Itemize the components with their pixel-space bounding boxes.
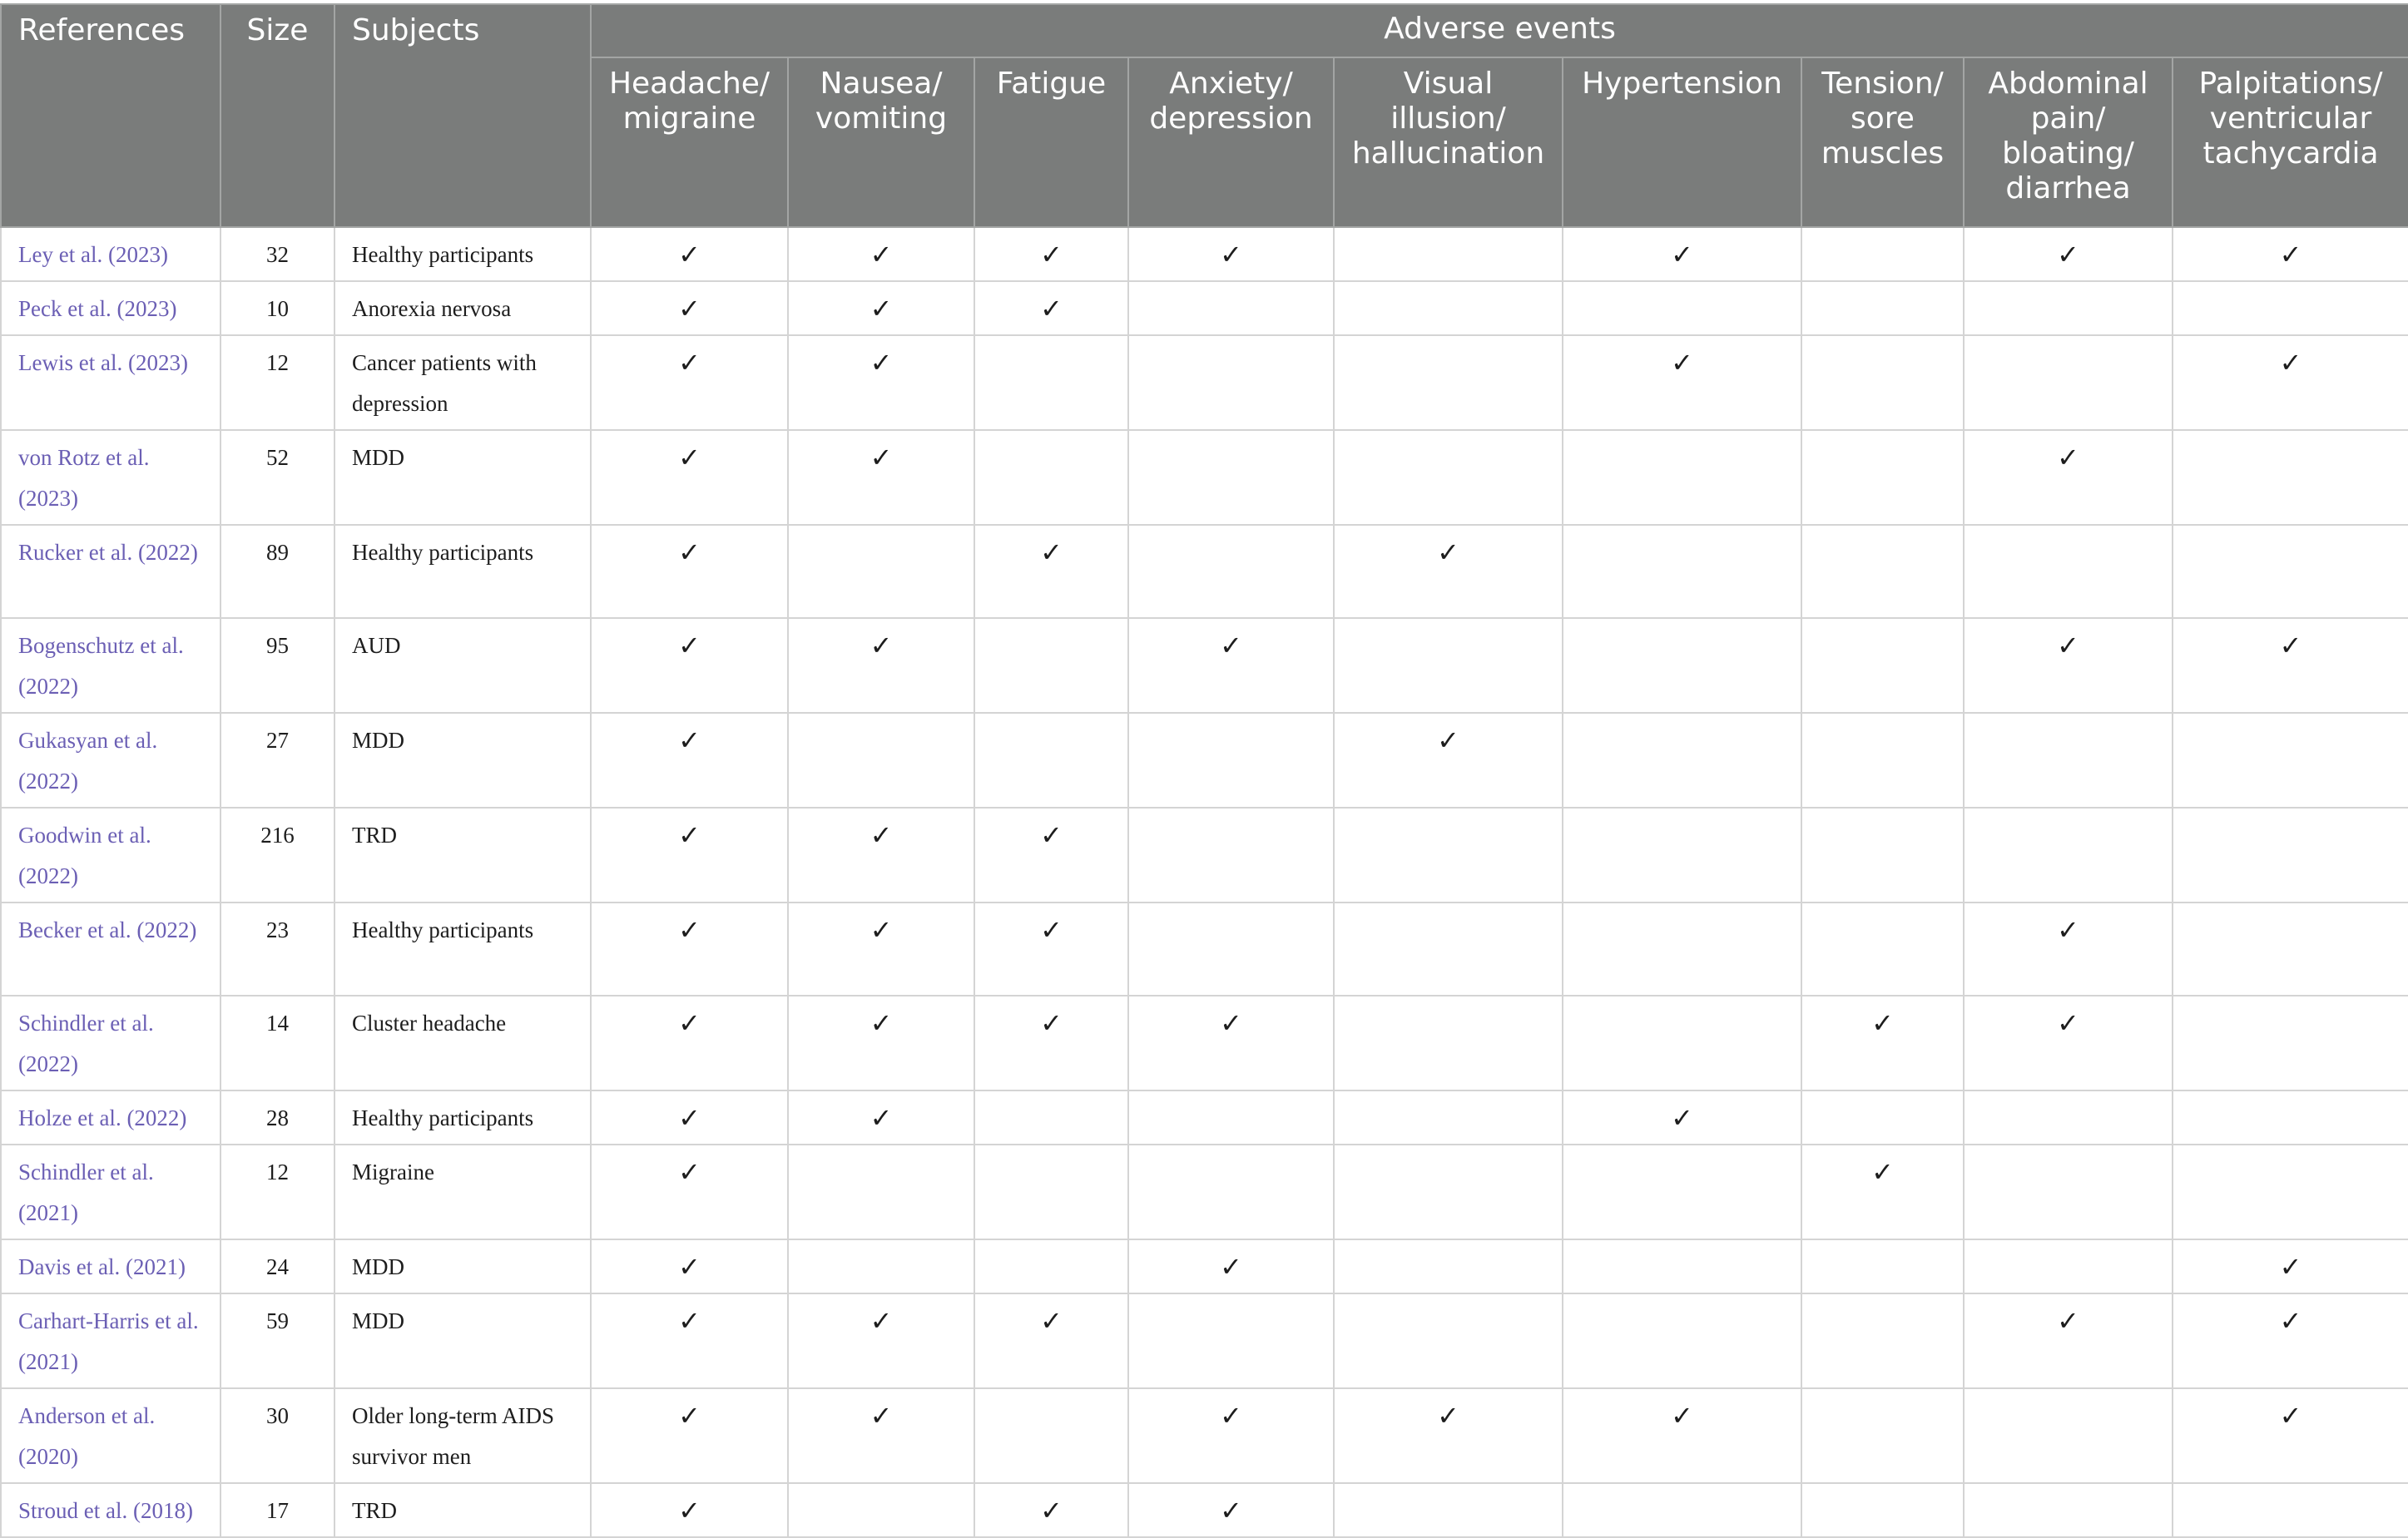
check-mark-icon: ✓ [1964, 227, 2173, 281]
table-body [1, 227, 2408, 1537]
empty-cell [974, 618, 1128, 713]
check-mark-icon: ✓ [788, 808, 974, 903]
check-mark-icon: ✓ [974, 903, 1128, 996]
empty-cell [1128, 430, 1334, 525]
check-mark-icon: ✓ [974, 281, 1128, 335]
check-mark-icon: ✓ [1964, 996, 2173, 1090]
reference-link[interactable]: Peck et al. (2023) [1, 281, 220, 335]
table-row [1, 1293, 2408, 1388]
check-mark-icon: ✓ [1964, 903, 2173, 996]
subjects-cell: MDD [334, 430, 591, 525]
empty-cell [1563, 525, 1801, 618]
header-event: Hypertension [1563, 57, 1801, 227]
size-cell: 32 [220, 227, 334, 281]
check-mark-icon: ✓ [1334, 525, 1563, 618]
header-subjects: Subjects [334, 4, 591, 227]
check-mark-icon: ✓ [1801, 996, 1964, 1090]
empty-cell [788, 525, 974, 618]
subjects-cell: Healthy participants [334, 1090, 591, 1145]
empty-cell [1128, 525, 1334, 618]
header-event: Tension/ sore muscles [1801, 57, 1964, 227]
empty-cell [1128, 281, 1334, 335]
header-event: Anxiety/ depression [1128, 57, 1334, 227]
empty-cell [1964, 713, 2173, 808]
subjects-cell: Healthy participants [334, 903, 591, 996]
check-mark-icon: ✓ [788, 335, 974, 430]
check-mark-icon: ✓ [591, 335, 788, 430]
table-row [1, 1239, 2408, 1293]
check-mark-icon: ✓ [1964, 1293, 2173, 1388]
reference-link[interactable]: Schindler et al. (2021) [1, 1145, 220, 1239]
empty-cell [1801, 430, 1964, 525]
adverse-events-table [0, 3, 2408, 1538]
check-mark-icon: ✓ [1964, 430, 2173, 525]
check-mark-icon: ✓ [1334, 713, 1563, 808]
subjects-cell: Healthy participants [334, 525, 591, 618]
subjects-cell: Cancer patients with depression [334, 335, 591, 430]
table-row [1, 1145, 2408, 1239]
empty-cell [2173, 430, 2408, 525]
empty-cell [1334, 1293, 1563, 1388]
check-mark-icon: ✓ [1128, 996, 1334, 1090]
check-mark-icon: ✓ [788, 903, 974, 996]
check-mark-icon: ✓ [1964, 618, 2173, 713]
empty-cell [974, 1145, 1128, 1239]
check-mark-icon: ✓ [591, 996, 788, 1090]
empty-cell [974, 1090, 1128, 1145]
reference-link[interactable]: Becker et al. (2022) [1, 903, 220, 996]
empty-cell [1334, 430, 1563, 525]
check-mark-icon: ✓ [788, 996, 974, 1090]
size-cell: 10 [220, 281, 334, 335]
empty-cell [1801, 1483, 1964, 1537]
reference-link[interactable]: Holze et al. (2022) [1, 1090, 220, 1145]
empty-cell [2173, 525, 2408, 618]
empty-cell [1334, 1145, 1563, 1239]
table-row [1, 713, 2408, 808]
reference-link[interactable]: Carhart-Harris et al. (2021) [1, 1293, 220, 1388]
check-mark-icon: ✓ [1128, 227, 1334, 281]
empty-cell [1801, 525, 1964, 618]
subjects-cell: MDD [334, 1239, 591, 1293]
check-mark-icon: ✓ [1128, 618, 1334, 713]
empty-cell [1964, 281, 2173, 335]
empty-cell [2173, 903, 2408, 996]
check-mark-icon: ✓ [591, 903, 788, 996]
check-mark-icon: ✓ [591, 1145, 788, 1239]
reference-link[interactable]: Lewis et al. (2023) [1, 335, 220, 430]
empty-cell [788, 1483, 974, 1537]
check-mark-icon: ✓ [591, 1483, 788, 1537]
reference-link[interactable]: Stroud et al. (2018) [1, 1483, 220, 1537]
check-mark-icon: ✓ [591, 525, 788, 618]
reference-link[interactable]: Gukasyan et al. (2022) [1, 713, 220, 808]
size-cell: 14 [220, 996, 334, 1090]
empty-cell [1334, 335, 1563, 430]
empty-cell [1563, 1483, 1801, 1537]
header-event: Fatigue [974, 57, 1128, 227]
empty-cell [1801, 1293, 1964, 1388]
empty-cell [1563, 281, 1801, 335]
empty-cell [1128, 903, 1334, 996]
empty-cell [2173, 996, 2408, 1090]
empty-cell [1334, 1090, 1563, 1145]
check-mark-icon: ✓ [1334, 1388, 1563, 1483]
empty-cell [1334, 996, 1563, 1090]
check-mark-icon: ✓ [591, 618, 788, 713]
size-cell: 12 [220, 335, 334, 430]
check-mark-icon: ✓ [974, 808, 1128, 903]
size-cell: 30 [220, 1388, 334, 1483]
check-mark-icon: ✓ [974, 1293, 1128, 1388]
subjects-cell: TRD [334, 808, 591, 903]
empty-cell [1563, 618, 1801, 713]
empty-cell [1334, 1239, 1563, 1293]
empty-cell [1128, 335, 1334, 430]
subjects-cell: Older long-term AIDS survivor men [334, 1388, 591, 1483]
empty-cell [2173, 1145, 2408, 1239]
empty-cell [1334, 618, 1563, 713]
adverse-events-table-container [0, 3, 2408, 1538]
size-cell: 216 [220, 808, 334, 903]
empty-cell [2173, 1090, 2408, 1145]
empty-cell [1964, 335, 2173, 430]
reference-link[interactable]: Ley et al. (2023) [1, 227, 220, 281]
check-mark-icon: ✓ [591, 1090, 788, 1145]
empty-cell [2173, 1483, 2408, 1537]
size-cell: 52 [220, 430, 334, 525]
empty-cell [2173, 808, 2408, 903]
check-mark-icon: ✓ [591, 808, 788, 903]
header-event: Visual illusion/ hallucination [1334, 57, 1563, 227]
check-mark-icon: ✓ [591, 227, 788, 281]
empty-cell [1964, 1239, 2173, 1293]
empty-cell [974, 1388, 1128, 1483]
check-mark-icon: ✓ [1801, 1145, 1964, 1239]
check-mark-icon: ✓ [788, 618, 974, 713]
table-row [1, 1388, 2408, 1483]
check-mark-icon: ✓ [2173, 1293, 2408, 1388]
check-mark-icon: ✓ [2173, 1388, 2408, 1483]
empty-cell [1801, 808, 1964, 903]
reference-link[interactable]: Anderson et al. (2020) [1, 1388, 220, 1483]
empty-cell [1964, 808, 2173, 903]
empty-cell [1334, 281, 1563, 335]
check-mark-icon: ✓ [1128, 1388, 1334, 1483]
empty-cell [1563, 903, 1801, 996]
size-cell: 27 [220, 713, 334, 808]
empty-cell [974, 713, 1128, 808]
empty-cell [1801, 1239, 1964, 1293]
empty-cell [1334, 808, 1563, 903]
subjects-cell: Cluster headache [334, 996, 591, 1090]
table-row [1, 430, 2408, 525]
check-mark-icon: ✓ [2173, 227, 2408, 281]
empty-cell [1563, 1239, 1801, 1293]
check-mark-icon: ✓ [591, 430, 788, 525]
table-row [1, 996, 2408, 1090]
check-mark-icon: ✓ [974, 1483, 1128, 1537]
subjects-cell: Migraine [334, 1145, 591, 1239]
empty-cell [1563, 713, 1801, 808]
empty-cell [1563, 1145, 1801, 1239]
check-mark-icon: ✓ [1128, 1239, 1334, 1293]
reference-link[interactable]: Schindler et al. (2022) [1, 996, 220, 1090]
check-mark-icon: ✓ [591, 1239, 788, 1293]
empty-cell [2173, 281, 2408, 335]
empty-cell [1563, 996, 1801, 1090]
reference-link[interactable]: Goodwin et al. (2022) [1, 808, 220, 903]
reference-link[interactable]: Bogenschutz et al. (2022) [1, 618, 220, 713]
empty-cell [788, 1239, 974, 1293]
check-mark-icon: ✓ [591, 1388, 788, 1483]
empty-cell [974, 1239, 1128, 1293]
empty-cell [974, 335, 1128, 430]
subjects-cell: MDD [334, 1293, 591, 1388]
check-mark-icon: ✓ [788, 281, 974, 335]
empty-cell [788, 713, 974, 808]
size-cell: 23 [220, 903, 334, 996]
check-mark-icon: ✓ [2173, 1239, 2408, 1293]
table-row [1, 227, 2408, 281]
subjects-cell: Anorexia nervosa [334, 281, 591, 335]
check-mark-icon: ✓ [591, 713, 788, 808]
reference-link[interactable]: von Rotz et al. (2023) [1, 430, 220, 525]
header-size: Size [220, 4, 334, 227]
header-event: Nausea/ vomiting [788, 57, 974, 227]
check-mark-icon: ✓ [788, 430, 974, 525]
empty-cell [1128, 1090, 1334, 1145]
check-mark-icon: ✓ [788, 1388, 974, 1483]
size-cell: 89 [220, 525, 334, 618]
header-adverse-events: Adverse events [591, 4, 2408, 57]
empty-cell [1964, 1145, 2173, 1239]
header-event: Palpitations/ ventricular tachycardia [2173, 57, 2408, 227]
check-mark-icon: ✓ [2173, 618, 2408, 713]
empty-cell [1334, 227, 1563, 281]
empty-cell [1964, 1483, 2173, 1537]
table-row [1, 525, 2408, 618]
check-mark-icon: ✓ [1563, 1388, 1801, 1483]
reference-link[interactable]: Rucker et al. (2022) [1, 525, 220, 618]
check-mark-icon: ✓ [591, 281, 788, 335]
table-row [1, 1090, 2408, 1145]
empty-cell [1801, 1090, 1964, 1145]
header-event: Headache/ migraine [591, 57, 788, 227]
empty-cell [1334, 1483, 1563, 1537]
check-mark-icon: ✓ [788, 1293, 974, 1388]
empty-cell [1563, 808, 1801, 903]
table-row [1, 1483, 2408, 1537]
empty-cell [1563, 430, 1801, 525]
table-row [1, 808, 2408, 903]
empty-cell [974, 430, 1128, 525]
check-mark-icon: ✓ [591, 1293, 788, 1388]
subjects-cell: Healthy participants [334, 227, 591, 281]
empty-cell [1128, 713, 1334, 808]
table-row [1, 618, 2408, 713]
empty-cell [1128, 1293, 1334, 1388]
check-mark-icon: ✓ [974, 996, 1128, 1090]
check-mark-icon: ✓ [1563, 1090, 1801, 1145]
size-cell: 24 [220, 1239, 334, 1293]
table-row [1, 335, 2408, 430]
subjects-cell: AUD [334, 618, 591, 713]
empty-cell [788, 1145, 974, 1239]
empty-cell [1334, 903, 1563, 996]
empty-cell [1801, 713, 1964, 808]
empty-cell [1801, 281, 1964, 335]
size-cell: 12 [220, 1145, 334, 1239]
check-mark-icon: ✓ [2173, 335, 2408, 430]
empty-cell [1563, 1293, 1801, 1388]
check-mark-icon: ✓ [1563, 227, 1801, 281]
empty-cell [1801, 903, 1964, 996]
empty-cell [2173, 713, 2408, 808]
size-cell: 28 [220, 1090, 334, 1145]
header-event: Abdominal pain/ bloating/ diarrhea [1964, 57, 2173, 227]
size-cell: 95 [220, 618, 334, 713]
empty-cell [1801, 227, 1964, 281]
empty-cell [1128, 808, 1334, 903]
table-row [1, 903, 2408, 996]
check-mark-icon: ✓ [1563, 335, 1801, 430]
size-cell: 17 [220, 1483, 334, 1537]
empty-cell [1128, 1145, 1334, 1239]
empty-cell [1801, 335, 1964, 430]
subjects-cell: TRD [334, 1483, 591, 1537]
check-mark-icon: ✓ [1128, 1483, 1334, 1537]
empty-cell [1964, 525, 2173, 618]
check-mark-icon: ✓ [788, 227, 974, 281]
subjects-cell: MDD [334, 713, 591, 808]
check-mark-icon: ✓ [974, 525, 1128, 618]
check-mark-icon: ✓ [788, 1090, 974, 1145]
reference-link[interactable]: Davis et al. (2021) [1, 1239, 220, 1293]
check-mark-icon: ✓ [974, 227, 1128, 281]
empty-cell [1801, 1388, 1964, 1483]
header-references: References [1, 4, 220, 227]
empty-cell [1964, 1388, 2173, 1483]
empty-cell [1964, 1090, 2173, 1145]
empty-cell [1801, 618, 1964, 713]
table-row [1, 281, 2408, 335]
size-cell: 59 [220, 1293, 334, 1388]
